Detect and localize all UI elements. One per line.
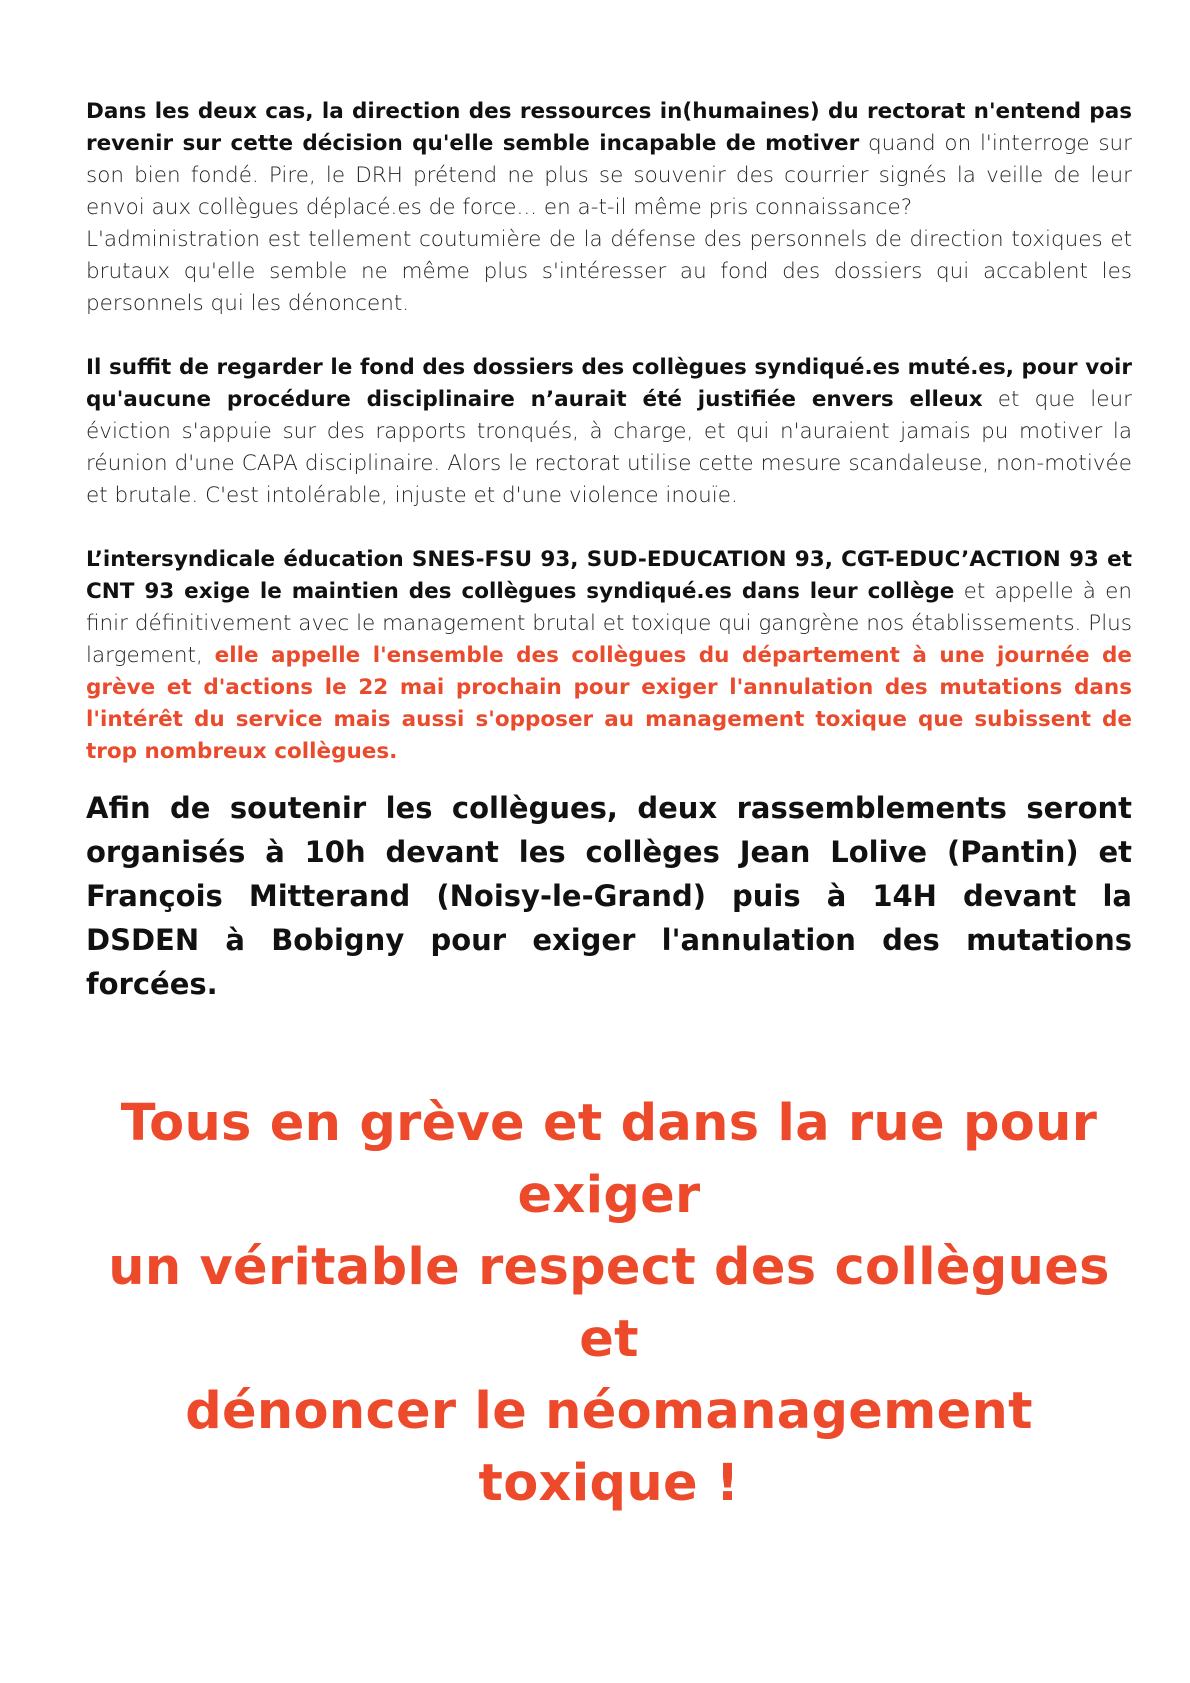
paragraph-drh-decision-bold: Dans les deux cas, la direction des ressources in(humaines) du rectorat n'entend pas revenir sur cette décision qu'elle semble incapable de motiver — [86, 99, 1132, 156]
paragraph-drh-decision — [86, 96, 1132, 224]
paragraph-intersyndicale-text: et appelle à en finir définitivement avec le management brutal et toxique qui gangrène nos établissements. Plus largement, — [86, 579, 1132, 668]
document-body — [86, 96, 1132, 1520]
paragraph-dossiers — [86, 352, 1132, 512]
paragraph-spacer — [86, 512, 1132, 544]
paragraph-dossiers-bold: Il suffit de regarder le fond des dossiers des collègues syndiqué.es muté.es, pour voir qu'aucune procédure disciplinaire n’aurait été justifiée envers elleux — [86, 355, 1132, 412]
slogan-line-1: Tous en grève et dans la rue pour exiger — [120, 1094, 1098, 1225]
paragraph-intersyndicale — [86, 544, 1132, 768]
strike-slogan — [86, 1088, 1132, 1520]
paragraph-drh-decision-text: quand on l'interroge sur son bien fondé. Pire, le DRH prétend ne plus se souvenir des courrier signés la veille de leur envoi aux collègues déplacé.es de force... en a-t-il même pris connaissance? — [86, 131, 1132, 220]
slogan-line-3: dénoncer le néomanagement toxique ! — [185, 1382, 1033, 1513]
paragraph-intersyndicale-call: elle appelle l'ensemble des collègues du département à une journée de grève et d'actions le 22 mai prochain pour exiger l'annulation des mutations dans l'intérêt du service mais aussi s'opposer au management toxique que subissent de trop nombreux collègues. — [86, 643, 1132, 764]
paragraph-administration-text: L'administration est tellement coutumière de la défense des personnels de direction toxiques et brutaux qu'elle semble ne même plus s'intéresser au fond des dossiers qui accablent les personnels qui les dénoncent. — [86, 227, 1132, 316]
slogan-line-2: un véritable respect des collègues et — [108, 1238, 1110, 1369]
paragraph-intersyndicale-bold: L’intersyndicale éducation SNES-FSU 93, SUD-EDUCATION 93, CGT-EDUC’ACTION 93 et CNT 93 exige le maintien des collègues syndiqué.es dans leur collège — [86, 547, 1132, 604]
rally-announcement: Afin de soutenir les collègues, deux rassemblements seront organisés à 10h devant les collèges Jean Lolive (Pantin) et François Mitterand (Noisy-le-Grand) puis à 14H devant la DSDEN à Bobigny pour exiger l'annulation des mutations forcées. — [86, 791, 1132, 1001]
paragraph-spacer — [86, 320, 1132, 352]
paragraph-administration — [86, 224, 1132, 320]
paragraph-dossiers-text: et que leur éviction s'appuie sur des rapports tronqués, à charge, et qui n'auraient jamais pu motiver la réunion d'une CAPA disciplinaire. Alors le rectorat utilise cette mesure scandaleuse, non-motivée et brutale. C'est intolérable, injuste et d'une violence inouïe. — [86, 387, 1132, 508]
